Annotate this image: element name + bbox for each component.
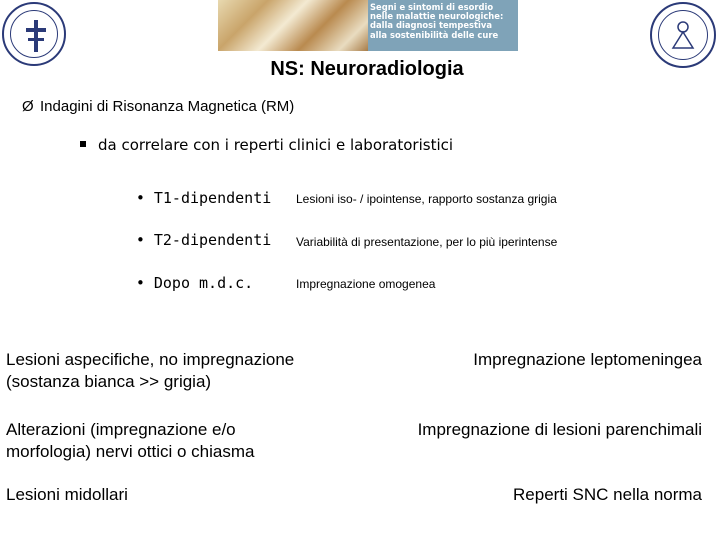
sequence-name: Dopo m.d.c. [153,274,254,292]
cross-emblem-icon [22,18,50,54]
slide-title: NS: Neuroradiologia [270,58,464,80]
finding-left: Lesioni aspecifiche, no impregnazione (sostanza bianca >> grigia) [6,350,295,391]
finding-left: Lesioni midollari [6,485,128,504]
finding-right: Impregnazione leptomeningea [473,350,702,369]
sequence-name: T1-dipendenti [153,189,272,207]
level1-text: Indagini di Risonanza Magnetica (RM) [40,98,295,115]
sequence-name-row [136,231,271,249]
level2-text: da correlare con i reperti clinici e laboratoristici [98,136,454,154]
sequence-name: T2-dipendenti [153,231,272,249]
left-university-seal-logo [2,2,66,66]
bullet-dot-icon: • [136,231,145,249]
level1-item [22,98,294,115]
level2-item [80,136,453,154]
square-bullet-icon [80,141,86,147]
bullet-dot-icon: • [136,274,145,292]
banner-text: Segni e sintomi di esordio nelle malattie neurologiche: dalla diagnosi tempestiva alla sostenibilità delle cure [370,2,504,40]
finding-right: Reperti SNC nella norma [513,485,702,504]
sequence-name-row [136,189,271,207]
figure-emblem-icon [669,20,697,50]
conference-banner [218,0,518,51]
sequence-description: Variabilità di presentazione, per lo più iperintense [296,235,558,249]
arrow-bullet-icon: Ø [22,98,34,115]
sequence-description: Lesioni iso- / ipointense, rapporto sostanza grigia [296,192,557,206]
banner-artwork [218,0,368,51]
sequence-description: Impregnazione omogenea [296,277,436,291]
finding-left: Alterazioni (impregnazione e/o morfologia) nervi ottici o chiasma [6,420,255,461]
finding-right: Impregnazione di lesioni parenchimali [417,420,702,439]
sequence-name-row [136,274,253,292]
bullet-dot-icon: • [136,189,145,207]
